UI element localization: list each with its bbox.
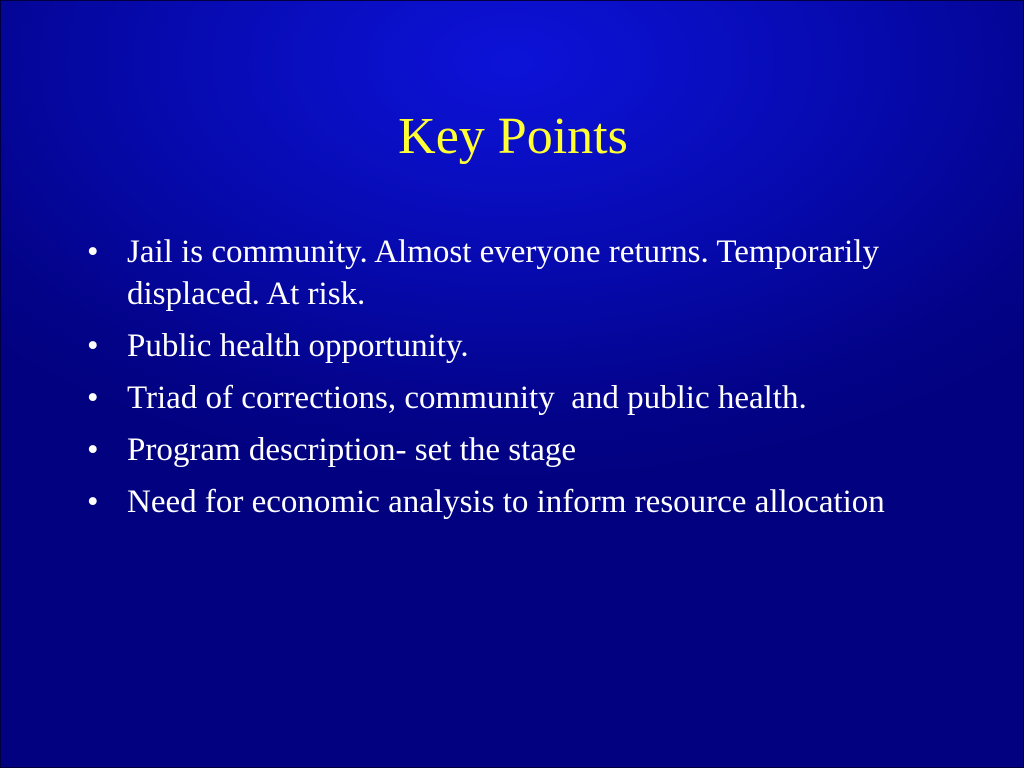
bullet-dot-icon: • bbox=[87, 432, 99, 468]
bullet-dot-icon: • bbox=[87, 234, 99, 270]
bullet-item bbox=[87, 429, 947, 471]
bullet-text: Program description- set the stage bbox=[127, 432, 577, 468]
bullet-text: Triad of corrections, community and public health. bbox=[127, 380, 807, 416]
bullet-text: Jail is community. Almost everyone returns. Temporarily displaced. At risk. bbox=[127, 234, 879, 312]
bullet-item bbox=[87, 377, 947, 419]
bullet-item bbox=[87, 481, 947, 523]
bullet-dot-icon: • bbox=[87, 328, 99, 364]
bullet-item bbox=[87, 231, 947, 315]
bullet-item bbox=[87, 325, 947, 367]
slide-title: Key Points bbox=[398, 108, 628, 165]
bullet-text: Public health opportunity. bbox=[127, 328, 469, 364]
bullet-dot-icon: • bbox=[87, 484, 99, 520]
bullet-list bbox=[87, 231, 947, 533]
bullet-dot-icon: • bbox=[87, 380, 99, 416]
bullet-text: Need for economic analysis to inform resource allocation bbox=[127, 484, 885, 520]
